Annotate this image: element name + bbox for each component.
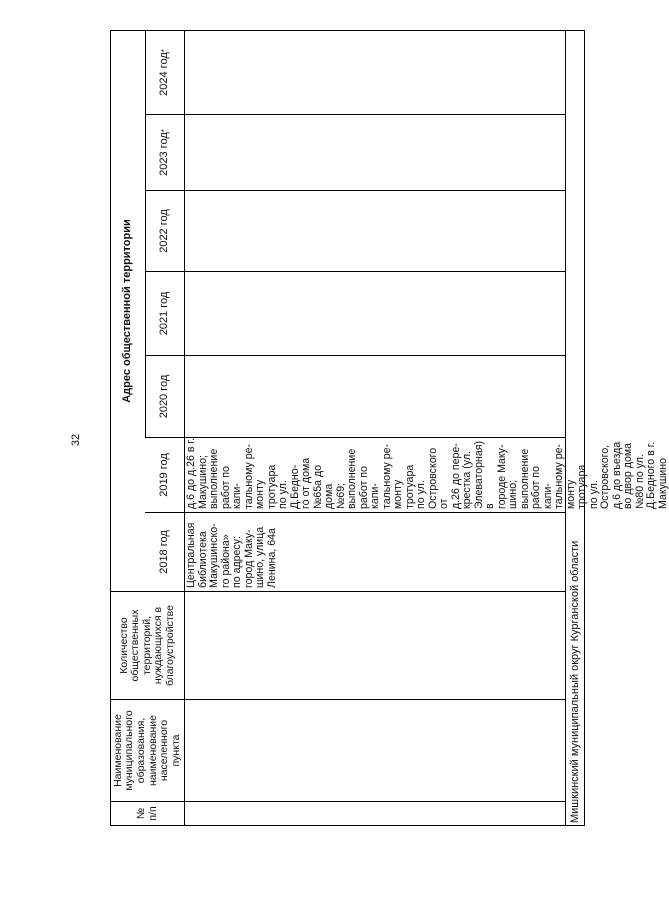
rotated-table [110,30,669,826]
row-address-2019: д.6 до д.26 в г. Макушино; выполнение работ по капи- тальному ре- монту тротуара по ул. Д.Бедно- го от дома №65а до дома №69; выполнение работ по капи- тальному ре- монту тротуара по ул. Островского от д.26 до пере- крестка (ул. Элеваторная) в городе Маку- шино; выполнение работ по капи- тальному ре- монту тротуара по ул. Островского, д.6 до въезда во двор дома №80 по ул. Д.Бедного в г. Макушино [185,438,669,509]
header-year-2019: 2019 год [158,453,171,497]
header-year-2024: 2024 год * [158,49,171,96]
header-name: Наименование муниципального образования, наименование населенного пункта [111,710,182,791]
header-year-2023: 2023 год * [158,129,171,176]
page-number: 32 [70,433,82,447]
header-year-2020: 2020 год [158,374,171,419]
row-address-2021 [185,272,565,355]
row-address-2020 [185,356,565,437]
row-address-2022 [185,191,565,271]
row-name [185,700,565,801]
header-year-2021: 2021 год [158,291,171,336]
row-address-2018: Центральная библиотека Макушинско- го района» по адресу: город Маку- шино, улица Ленина, 64а [185,522,278,588]
header-year-2022: 2022 год [158,209,171,253]
section-title: Мишкинский муниципальный округ Курганской области [569,540,581,823]
row-address-2023 [185,115,565,190]
row-address-2024 [185,31,565,114]
header-address-group: Адрес общественной территории [121,219,134,403]
header-year-2018: 2018 год [158,530,171,574]
table-border-bottom [584,30,585,826]
header-count: Количество общественных территорий, нуждающихся в благоустройстве [117,605,176,686]
table-border-left [110,825,585,826]
row-count [185,592,565,699]
header-num: № п/п [134,806,159,821]
row-num [185,802,565,825]
